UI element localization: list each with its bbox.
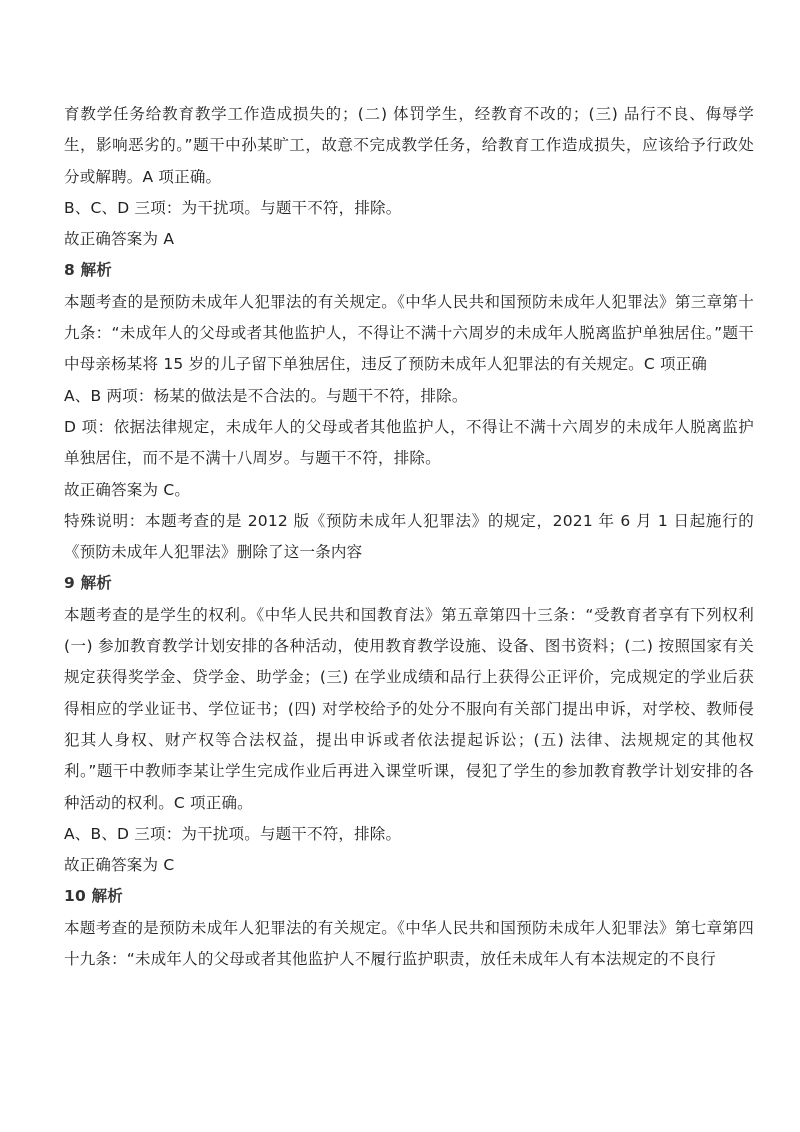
answer-line: 故正确答案为 C [64,856,175,875]
paragraph: A、B、D 三项：为干扰项。与题干不符，排除。 [64,824,402,843]
paragraph: B、C、D 三项：为干扰项。与题干不符，排除。 [64,198,402,217]
paragraph: A、B 两项：杨某的做法是不合法的。与题干不符，排除。 [64,386,468,405]
paragraph: 育教学任务给教育教学工作造成损失的；(二) 体罚学生，经教育不改的；(三) 品行不良、侮辱学生，影响恶劣的。”题干中孙某旷工，故意不完成教学任务，给教育工作造成损失，应该给予行政处分或解聘。A 项正确。 [64,105,754,186]
paragraph: D 项：依据法律规定，未成年人的父母或者其他监护人，不得让不满十六周岁的未成年人脱离监护单独居住，而不是不满十八周岁。与题干不符，排除。 [64,417,754,468]
answer-line: 故正确答案为 C。 [64,480,191,499]
answer-line: 故正确答案为 A [64,230,175,249]
paragraph: 本题考查的是学生的权利。《中华人民共和国教育法》第五章第四十三条：“受教育者享有下列权利(一) 参加教育教学计划安排的各种活动，使用教育教学设施、设备、图书资料；(二) 按照国家有关规定获得奖学金、贷学金、助学金；(三) 在学业成绩和品行上获得公正评价，完成规定的学业后获得相应的学业证书、学位证书；(四) 对学校给予的处分不服向有关部门提出申诉，对学校、教师侵犯其人身权、财产权等合法权益，提出申诉或者依法提起诉讼；(五) 法律、法规规定的其他权利。”题干中教师李某让学生完成作业后再进入课堂听课，侵犯了学生的参加教育教学计划安排的各种活动的权利。C 项正确。 [64,605,754,812]
paragraph: 本题考查的是预防未成年人犯罪法的有关规定。《中华人民共和国预防未成年人犯罪法》第三章第十九条：“未成年人的父母或者其他监护人，不得让不满十六周岁的未成年人脱离监护单独居住。”题干中母亲杨某将 15 岁的儿子留下单独居住，违反了预防未成年人犯罪法的有关规定。C 项正确 [64,292,754,374]
section-heading: 8 解析 [64,261,112,280]
document-page [64,99,754,975]
special-note: 特殊说明：本题考查的是 2012 版《预防未成年人犯罪法》的规定，2021 年 6 月 1 日起施行的《预防未成年人犯罪法》删除了这一条内容 [64,511,754,562]
section-heading: 9 解析 [64,574,112,593]
section-heading: 10 解析 [64,887,123,906]
paragraph: 本题考查的是预防未成年人犯罪法的有关规定。《中华人民共和国预防未成年人犯罪法》第七章第四十九条：“未成年人的父母或者其他监护人不履行监护职责，放任未成年人有本法规定的不良行 [64,918,754,969]
